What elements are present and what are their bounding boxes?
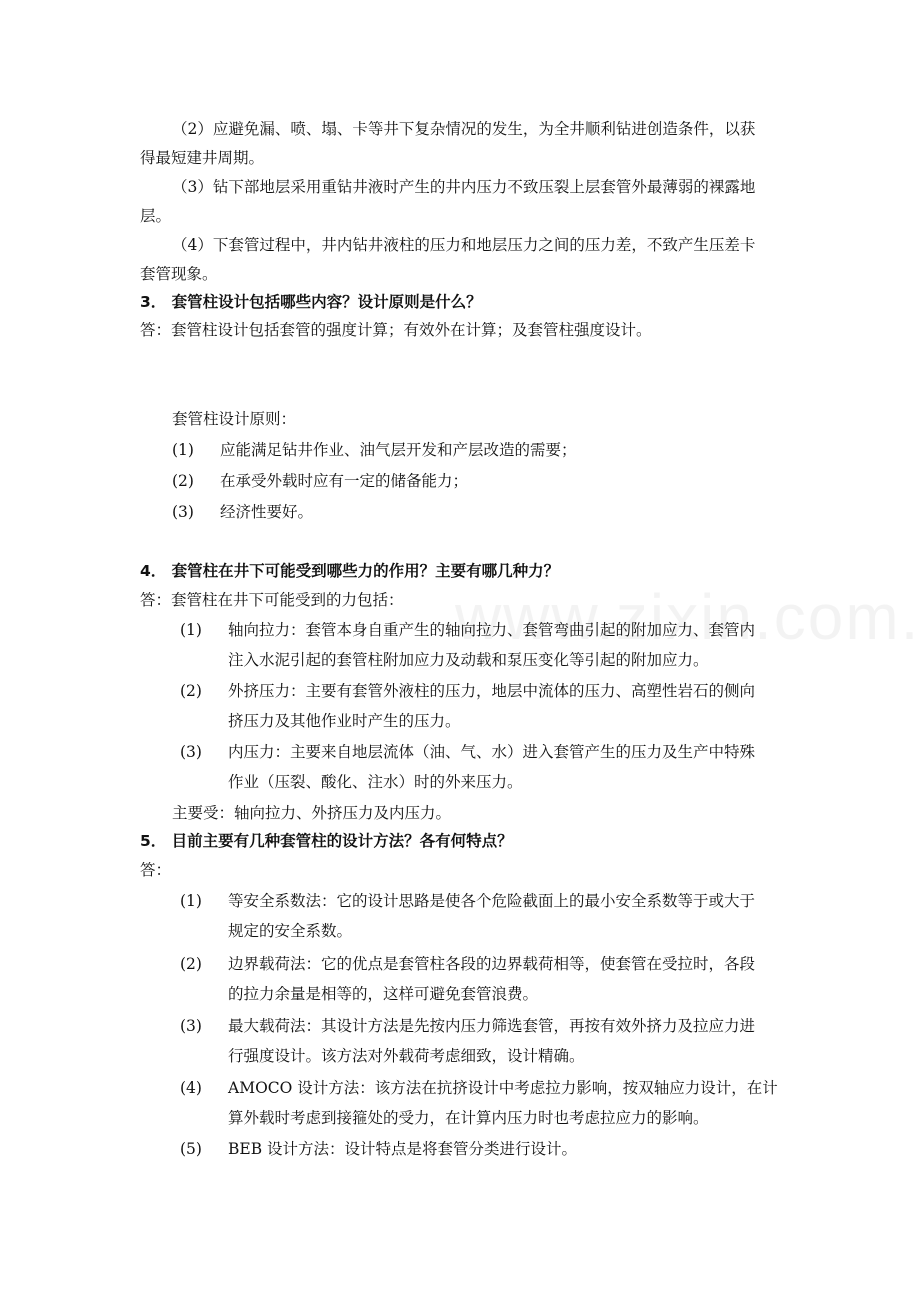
method-item-number: (1) bbox=[180, 892, 202, 910]
answer-3: 答：套管柱设计包括套管的强度计算；有效外在计算；及套管柱强度设计。 bbox=[140, 321, 652, 339]
principle-number: (3) bbox=[172, 503, 194, 521]
method-item-number: (2) bbox=[180, 955, 202, 973]
watermark bbox=[455, 580, 920, 654]
method-item-line-1: AMOCO 设计方法：该方法在抗挤设计中考虑拉力影响，按双轴应力设计，在计 bbox=[228, 1079, 778, 1097]
method-item-line-1: BEB 设计方法：设计特点是将套管分类进行设计。 bbox=[228, 1140, 578, 1158]
item-4-line-2: 套管现象。 bbox=[140, 265, 218, 283]
item-2-line-1: （2）应避免漏、喷、塌、卡等井下复杂情况的发生，为全井顺利钻进创造条件，以获 bbox=[172, 120, 756, 138]
question-4: 4． 套管柱在井下可能受到哪些力的作用？主要有哪几种力？ bbox=[140, 562, 560, 580]
item-3-line-2: 层。 bbox=[140, 207, 172, 225]
method-item-line-2: 行强度设计。该方法对外载荷考虑细致，设计精确。 bbox=[228, 1047, 585, 1065]
answer-5-intro: 答： bbox=[140, 861, 172, 879]
force-item-number: (3) bbox=[180, 743, 202, 761]
question-3: 3． 套管柱设计包括哪些内容？设计原则是什么？ bbox=[140, 293, 482, 311]
force-item-line-2: 注入水泥引起的套管柱附加应力及动载和泵压变化等引起的附加应力。 bbox=[228, 651, 709, 669]
answer-4-intro: 答：套管柱在井下可能受到的力包括： bbox=[140, 591, 404, 609]
force-item-line-2: 挤压力及其他作业时产生的压力。 bbox=[228, 712, 461, 730]
answer-4-summary: 主要受：轴向拉力、外挤压力及内压力。 bbox=[172, 804, 452, 822]
method-item-number: (3) bbox=[180, 1017, 202, 1035]
force-item-line-1: 轴向拉力：套管本身自重产生的轴向拉力、套管弯曲引起的附加应力、套管内 bbox=[228, 621, 756, 639]
method-item-line-2: 算外载时考虑到接箍处的受力，在计算内压力时也考虑拉应力的影响。 bbox=[228, 1109, 709, 1127]
method-item-line-1: 等安全系数法：它的设计思路是使各个危险截面上的最小安全系数等于或大于 bbox=[228, 892, 756, 910]
force-item-line-1: 内压力：主要来自地层流体（油、气、水）进入套管产生的压力及生产中特殊 bbox=[228, 743, 756, 761]
method-item-line-2: 规定的安全系数。 bbox=[228, 922, 353, 940]
principle-text: 应能满足钻井作业、油气层开发和产层改造的需要； bbox=[220, 441, 577, 459]
force-item-line-1: 外挤压力：主要有套管外液柱的压力，地层中流体的压力、高塑性岩石的侧向 bbox=[228, 682, 756, 700]
question-5: 5． 目前主要有几种套管柱的设计方法？各有何特点？ bbox=[140, 832, 513, 850]
item-4-line-1: （4）下套管过程中，井内钻井液柱的压力和地层压力之间的压力差，不致产生压差卡 bbox=[172, 236, 756, 254]
method-item-number: (5) bbox=[180, 1140, 202, 1158]
force-item-line-2: 作业（压裂、酸化、注水）时的外来压力。 bbox=[228, 773, 523, 791]
method-item-number: (4) bbox=[180, 1079, 202, 1097]
principles-title: 套管柱设计原则： bbox=[172, 410, 297, 428]
principle-number: (2) bbox=[172, 472, 194, 490]
principle-number: (1) bbox=[172, 441, 194, 459]
force-item-number: (1) bbox=[180, 621, 202, 639]
principle-text: 在承受外载时应有一定的储备能力； bbox=[220, 472, 469, 490]
principle-text: 经济性要好。 bbox=[220, 503, 314, 521]
item-2-line-2: 得最短建井周期。 bbox=[140, 149, 265, 167]
item-3-line-1: （3）钻下部地层采用重钻井液时产生的井内压力不致压裂上层套管外最薄弱的裸露地 bbox=[172, 178, 756, 196]
method-item-line-1: 边界载荷法：它的优点是套管柱各段的边界载荷相等，使套管在受拉时，各段 bbox=[228, 955, 756, 973]
method-item-line-1: 最大载荷法：其设计方法是先按内压力筛选套管，再按有效外挤力及拉应力进 bbox=[228, 1017, 756, 1035]
method-item-line-2: 的拉力余量是相等的，这样可避免套管浪费。 bbox=[228, 985, 539, 1003]
force-item-number: (2) bbox=[180, 682, 202, 700]
